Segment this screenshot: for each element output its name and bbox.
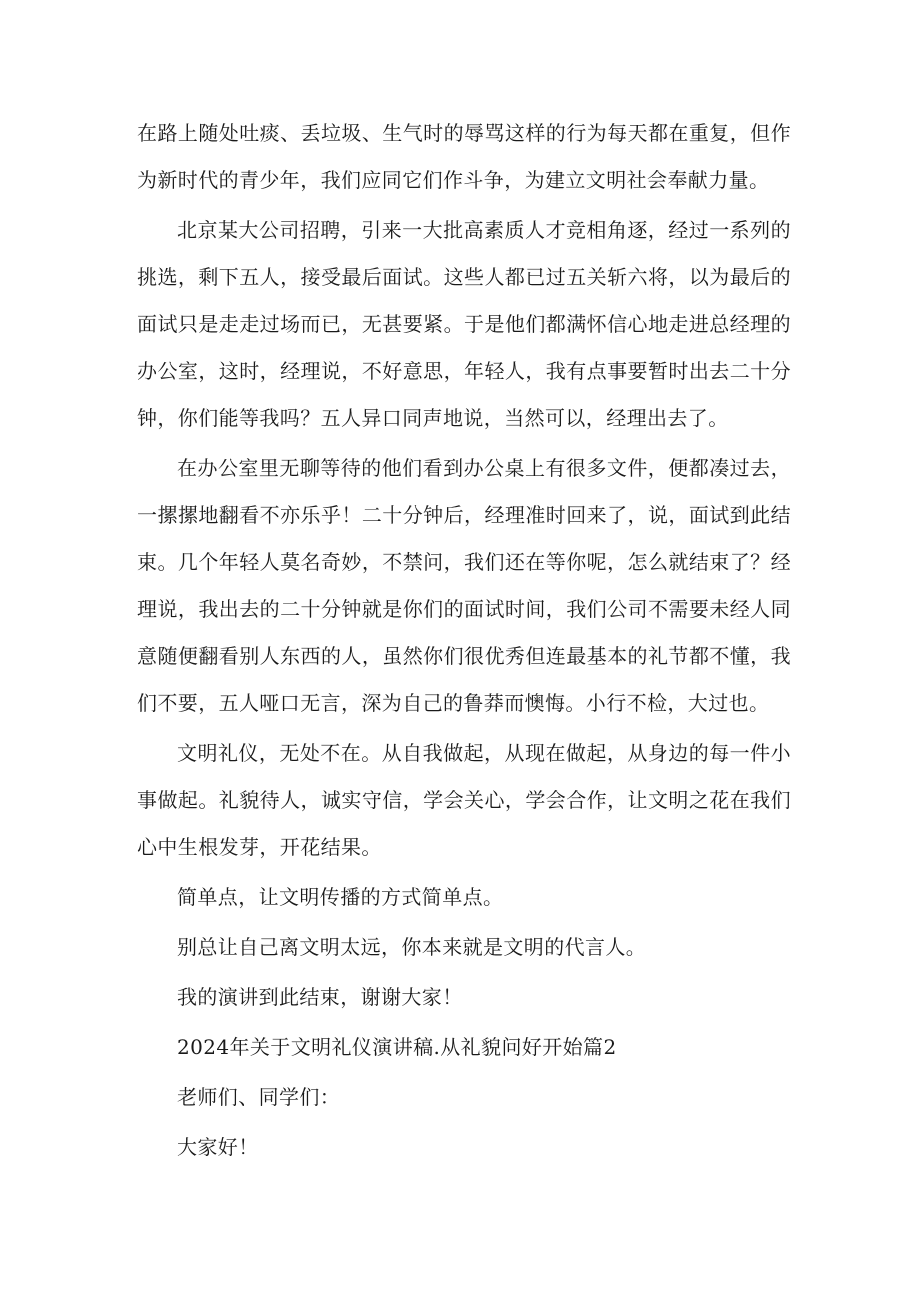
greeting: 大家好！ [177,1135,259,1159]
paragraph-conclusion: 文明礼仪，无处不在。从自我做起，从现在做起，从身边的每一件小事做起。礼貌待人，诚实守信，学会关心，学会合作，让文明之花在我们心中生根发芽，开花结果。 [137,741,791,859]
paragraph-simple: 简单点，让文明传播的方式简单点。 [177,885,504,909]
salutation: 老师们、同学们： [177,1085,341,1109]
paragraph-closing: 我的演讲到此结束，谢谢大家！ [177,985,463,1009]
paragraph-continuation: 在路上随处吐痰、丢垃圾、生气时的辱骂这样的行为每天都在重复，但作为新时代的青少年，我们应同它们作斗争，为建立文明社会奉献力量。 [137,121,791,192]
paragraph-spokesperson: 别总让自己离文明太远，你本来就是文明的代言人。 [177,935,647,959]
document-body [137,110,791,1171]
section-title: 2024年关于文明礼仪演讲稿.从礼貌问好开始篇2 [177,1035,617,1059]
paragraph-story-ending: 在办公室里无聊等待的他们看到办公桌上有很多文件，便都凑过去，一摞摞地翻看不亦乐乎！二十分钟后，经理准时回来了，说，面试到此结束。几个年轻人莫名奇妙，不禁问，我们还在等你呢，怎么就结束了？经理说，我出去的二十分钟就是你们的面试时间，我们公司不需要未经人同意随便翻看别人东西的人，虽然你们很优秀但连最基本的礼节都不懂，我们不要，五人哑口无言，深为自己的鲁莽而懊悔。小行不检，大过也。 [137,456,791,715]
paragraph-story-intro: 北京某大公司招聘，引来一大批高素质人才竞相角逐，经过一系列的挑选，剩下五人，接受最后面试。这些人都已过五关斩六将，以为最后的面试只是走走过场而已，无甚要紧。于是他们都满怀信心地走进总经理的办公室，这时，经理说，不好意思，年轻人，我有点事要暂时出去二十分钟，你们能等我吗？五人异口同声地说，当然可以，经理出去了。 [137,218,791,430]
